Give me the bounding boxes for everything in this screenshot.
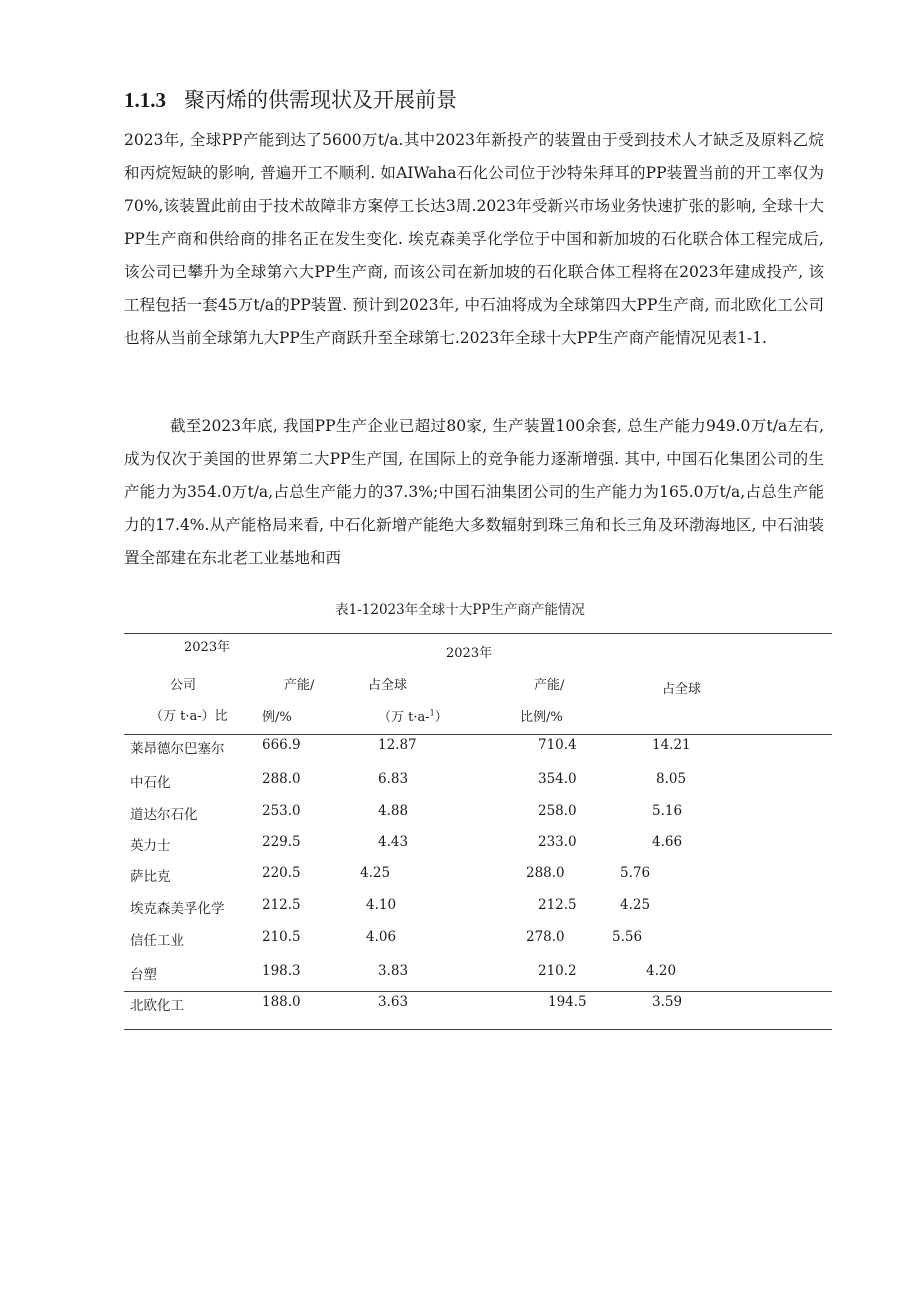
section-title: 聚丙烯的供需现状及开展前景 [184, 88, 457, 112]
section-number: 1.1.3 [124, 88, 166, 112]
header-ratio-a: 例/% [262, 710, 292, 725]
share-a-cell: 12.87 [378, 737, 417, 753]
share-a-cell: 4.88 [378, 803, 409, 819]
share-a-cell: 4.10 [366, 897, 397, 913]
table-row-rule [124, 991, 832, 992]
capacity-b-cell: 354.0 [538, 771, 577, 787]
capacity-b-cell: 288.0 [526, 865, 565, 881]
table-header-rule [124, 734, 832, 735]
company-cell: 台塑 [130, 967, 157, 983]
share-a-cell: 3.83 [378, 963, 409, 979]
header-unit-left: （万 t·a-）比 [150, 709, 228, 724]
table-bottom-rule [124, 1029, 832, 1030]
capacity-b-cell: 210.2 [538, 963, 577, 979]
share-a-cell: 4.43 [378, 834, 409, 850]
capacity-a-cell: 288.0 [262, 771, 301, 787]
header-capacity-a: 产能/ [284, 678, 315, 693]
capacity-b-cell: 278.0 [526, 929, 565, 945]
capacity-b-cell: 258.0 [538, 803, 577, 819]
section-heading [124, 84, 457, 114]
share-b-cell: 8.05 [656, 771, 687, 787]
capacity-b-cell: 194.5 [548, 994, 587, 1010]
share-b-cell: 5.16 [652, 803, 683, 819]
company-cell: 信任工业 [130, 933, 184, 949]
share-b-cell: 4.25 [620, 897, 651, 913]
capacity-a-cell: 253.0 [262, 803, 301, 819]
share-a-cell: 6.83 [378, 771, 409, 787]
company-cell: 英力士 [130, 838, 171, 854]
header-ratio-b: 比例/% [520, 710, 563, 725]
header-year-left: 2023年 [184, 640, 231, 655]
header-share-a: 占全球 [368, 678, 408, 693]
capacity-a-cell: 188.0 [262, 994, 301, 1010]
capacity-a-cell: 198.3 [262, 963, 301, 979]
capacity-b-cell: 212.5 [538, 897, 577, 913]
capacity-a-cell: 210.5 [262, 929, 301, 945]
table-top-rule [124, 633, 832, 634]
company-cell: 中石化 [130, 775, 171, 791]
share-b-cell: 4.66 [652, 834, 683, 850]
header-unit-mid: （万 t·a-$^1$） [378, 708, 448, 725]
capacity-a-cell: 212.5 [262, 897, 301, 913]
share-a-cell: 4.06 [366, 929, 397, 945]
company-cell: 莱昂德尔巴塞尔 [130, 741, 225, 757]
company-cell: 埃克森美孚化学 [130, 901, 225, 917]
capacity-b-cell: 710.4 [538, 737, 577, 753]
capacity-a-cell: 229.5 [262, 834, 301, 850]
header-share-b: 占全球 [662, 682, 702, 697]
company-cell: 萨比克 [130, 869, 171, 885]
share-b-cell: 5.76 [620, 865, 651, 881]
capacity-a-cell: 220.5 [262, 865, 301, 881]
share-a-cell: 3.63 [378, 994, 409, 1010]
paragraph-china-capacity: 截至2023年底, 我国PP生产企业已超过80家, 生产装置100余套, 总生产能力949.0万t/a左右, 成为仅次于美国的世界第二大PP生产国, 在国际上的竞争能力逐渐增强. 其中, 中国石化集团公司的生产能力为354.0万t/a,占总生产能力的37.3%;中国石油集团公司的生产能力为165.0万t/a,占总生产能力的17.4%.从产能格局来看, 中石化新增产能绝大多数辐射到珠三角和长三角及环渤海地区, 中石油装置全部建在东北老工业基地和西 [124, 417, 824, 567]
share-b-cell: 4.20 [646, 963, 677, 979]
capacity-b-cell: 233.0 [538, 834, 577, 850]
table-caption: 表1-12023年全球十大PP生产商产能情况 [335, 602, 585, 618]
capacity-a-cell: 666.9 [262, 737, 301, 753]
paragraph-global-capacity: 2023年, 全球PP产能到达了5600万t/a.其中2023年新投产的装置由于受到技术人才缺乏及原料乙烷和丙烷短缺的影响, 普遍开工不顺利. 如AIWaha石化公司位于沙特朱拜耳的PP装置当前的开工率仅为70%,该装置此前由于技术故障非方案停工长达3周.2023年受新兴市场业务快速扩张的影响, 全球十大PP生产商和供给商的排名正在发生变化. 埃克森美孚化学位于中国和新加坡的石化联合体工程完成后, 该公司已攀升为全球第六大PP生产商, 而该公司在新加坡的石化联合体工程将在2023年建成投产, 该工程包括一套45万t/a的PP装置. 预计到2023年, 中石油将成为全球第四大PP生产商, 而北欧化工公司也将从当前全球第九大PP生产商跃升至全球第七.2023年全球十大PP生产商产能情况见表1-1. [124, 131, 824, 347]
header-year-mid: 2023年 [446, 646, 493, 661]
header-capacity-b: 产能/ [534, 678, 565, 693]
share-a-cell: 4.25 [360, 865, 391, 881]
company-cell: 道达尔石化 [130, 807, 198, 823]
share-b-cell: 5.56 [612, 929, 643, 945]
share-b-cell: 14.21 [652, 737, 691, 753]
company-cell: 北欧化工 [130, 998, 184, 1014]
header-company: 公司 [170, 678, 197, 693]
share-b-cell: 3.59 [652, 994, 683, 1010]
